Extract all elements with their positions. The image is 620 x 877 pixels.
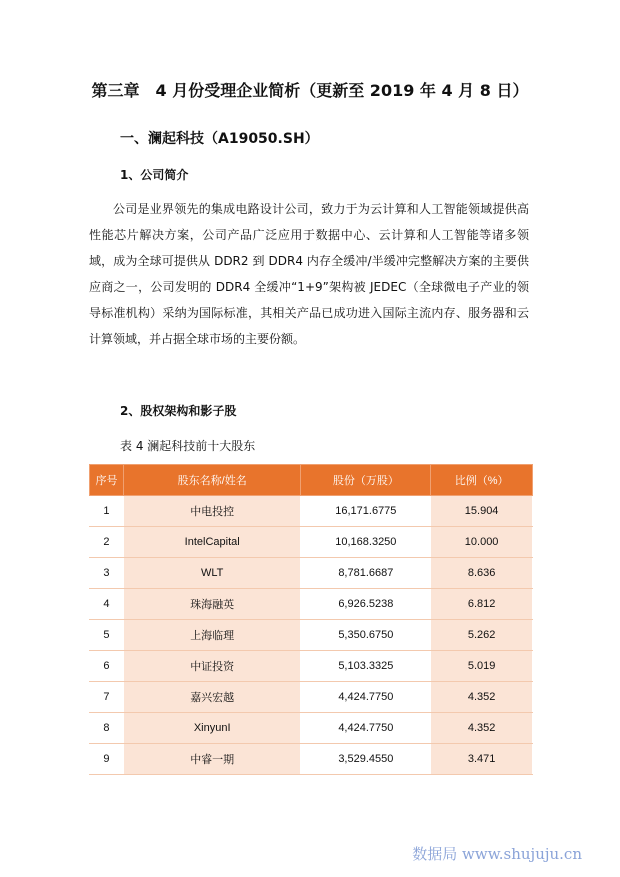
cell-no: 2 [90, 527, 124, 558]
cell-name: WLT [123, 558, 301, 589]
cell-ratio: 3.471 [431, 744, 533, 775]
chapter-title: 第三章 4 月份受理企业简析（更新至 2019 年 4 月 8 日） [91, 81, 529, 100]
table-row [90, 744, 533, 775]
cell-no: 8 [90, 713, 124, 744]
cell-name: 珠海融英 [123, 589, 301, 620]
header-name: 股东名称/姓名 [123, 465, 301, 496]
cell-no: 5 [90, 620, 124, 651]
header-shares: 股份（万股） [301, 465, 431, 496]
cell-shares: 16,171.6775 [301, 496, 431, 527]
cell-ratio: 8.636 [431, 558, 533, 589]
cell-ratio: 4.352 [431, 713, 533, 744]
cell-name: XinyunI [123, 713, 301, 744]
header-no: 序号 [90, 465, 124, 496]
cell-no: 1 [90, 496, 124, 527]
cell-name: 中证投资 [123, 651, 301, 682]
table-caption: 表 4 澜起科技前十大股东 [120, 439, 256, 453]
cell-shares: 4,424.7750 [301, 713, 431, 744]
cell-name: 嘉兴宏越 [123, 682, 301, 713]
cell-no: 3 [90, 558, 124, 589]
table-row [90, 527, 533, 558]
table-row [90, 558, 533, 589]
company-intro-paragraph: 公司是业界领先的集成电路设计公司，致力于为云计算和人工智能领域提供高性能芯片解决方案，公司产品广泛应用于数据中心、云计算和人工智能等诸多领域，成为全球可提供从 DDR2 到 DDR4 内存全缓冲/半缓冲完整解决方案的主要供应商之一，公司发明的 DDR4 全缓冲“1+9”架构被 JEDEC（全球微电子产业的领导标准机构）采纳为国际标准，其相关产品已成功进入国际主流内存、服务器和云计算领域，并占据全球市场的主要份额。 [89, 202, 529, 346]
cell-ratio: 6.812 [431, 589, 533, 620]
subsection-title-company-intro: 1、公司简介 [120, 168, 189, 182]
cell-ratio: 5.262 [431, 620, 533, 651]
cell-name: 中睿一期 [123, 744, 301, 775]
cell-name: IntelCapital [123, 527, 301, 558]
table-row [90, 682, 533, 713]
table-header-row [90, 465, 533, 496]
table-row [90, 713, 533, 744]
cell-ratio: 5.019 [431, 651, 533, 682]
cell-shares: 6,926.5238 [301, 589, 431, 620]
cell-no: 7 [90, 682, 124, 713]
shareholders-table [89, 464, 533, 775]
cell-no: 4 [90, 589, 124, 620]
table-row [90, 620, 533, 651]
cell-ratio: 15.904 [431, 496, 533, 527]
cell-shares: 5,350.6750 [301, 620, 431, 651]
cell-name: 中电投控 [123, 496, 301, 527]
cell-name: 上海临理 [123, 620, 301, 651]
cell-shares: 8,781.6687 [301, 558, 431, 589]
cell-shares: 3,529.4550 [301, 744, 431, 775]
cell-ratio: 10.000 [431, 527, 533, 558]
table-row [90, 589, 533, 620]
cell-no: 9 [90, 744, 124, 775]
cell-shares: 4,424.7750 [301, 682, 431, 713]
watermark: 数据局 www.shujuju.cn [412, 845, 582, 863]
table-row [90, 496, 533, 527]
section-title: 一、澜起科技（A19050.SH） [120, 131, 319, 147]
cell-shares: 5,103.3325 [301, 651, 431, 682]
subsection-title-equity: 2、股权架构和影子股 [120, 404, 237, 418]
cell-ratio: 4.352 [431, 682, 533, 713]
header-ratio: 比例（%） [431, 465, 533, 496]
cell-shares: 10,168.3250 [301, 527, 431, 558]
table-row [90, 651, 533, 682]
cell-no: 6 [90, 651, 124, 682]
